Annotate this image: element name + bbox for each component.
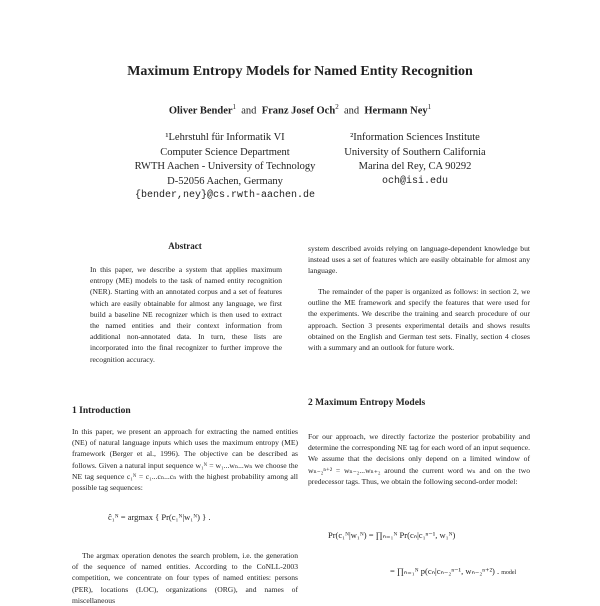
introduction-paragraph-1: In this paper, we present an approach for extracting the named entities (NE) of natural language inputs which uses the maximum entropy (ME) framework (Berger et al., 1996). The objective can be described as follows. Given a natural input sequence w₁ᴺ = w₁...wₙ...wₙ we choose the NE tag sequence c₁ᴺ = c₁...cₙ...cₙ with the highest probability among all possible tag sequences: <box>72 427 298 493</box>
and-2: and <box>343 105 360 117</box>
affiliation-right-line3: Marina del Rey, CA 90292 <box>358 161 472 172</box>
model-formula-label: model <box>501 570 517 576</box>
model-formula <box>390 566 516 577</box>
model-formula-body: = ∏ₙ₌₁ᴺ p(cₙ|cₙ₋₂ⁿ⁻¹, wₙ₋₂ⁿ⁺²) . <box>390 566 500 576</box>
author-line <box>0 103 600 117</box>
right-paragraph-2: The remainder of the paper is organized as follows: in section 2, we outline the ME framework and specify the features that were used for the experiments. We describe the training and search procedure of our approach. Section 3 presents experimental details and shows results obtained on the English and German test sets. Finally, section 4 closes with a summary and an outlook for future work. <box>308 287 530 353</box>
author-1: Oliver Bender <box>168 105 233 117</box>
affiliation-right-line1: ²Information Sciences Institute <box>350 132 480 143</box>
author-2: Franz Josef Och <box>261 105 336 117</box>
affiliation-right-line2: University of Southern California <box>344 146 486 158</box>
and-1: and <box>241 105 257 117</box>
author-1-affil: 1 <box>232 103 237 111</box>
affiliation-left-line2: Computer Science Department <box>160 146 290 158</box>
argmax-formula: ĉ₁ᴺ = argmax { Pr(c₁ᴺ|w₁ᴺ) } . <box>108 512 211 522</box>
right-paragraph-1: system described avoids relying on language-dependent knowledge but instead uses a set of features which are easily obtainable for almost any language. <box>308 244 530 276</box>
abstract-heading: Abstract <box>168 241 202 251</box>
affiliation-left <box>100 131 350 204</box>
affiliation-left-line3: RWTH Aachen - University of Technology <box>134 161 316 172</box>
affiliation-right <box>330 131 500 189</box>
affiliation-right-email: och@isi.edu <box>381 175 448 187</box>
posterior-formula: Pr(c₁ᴺ|w₁ᴺ) = ∏ₙ₌₁ᴺ Pr(cₙ|c₁ⁿ⁻¹, w₁ᴺ) <box>328 530 456 540</box>
author-3-affil: 1 <box>427 103 432 111</box>
maximum-entropy-paragraph: For our approach, we directly factorize the posterior probability and determine the corresponding NE tag for each word of an input sequence. We assume that the decisions only depend on a limited window of wₙ₋₂ⁿ⁺² = wₙ₋₂...wₙ₊₂ around the current word wₙ and on the two predecessor tags. Thus, we obtain the following second-order model: <box>308 432 530 486</box>
abstract-text: In this paper, we describe a system that applies maximum entropy (ME) models to the task of named entity recognition (NER). Starting with an annotated corpus and a set of features which are easily obtainable for almost any language, we first build a baseline NE recognizer which is then used to extract the named entities and their context information from additional non-annotated data. In turn, these lists are incorporated into the final recognizer to further improve the recognition accuracy. <box>90 265 282 364</box>
paper-title: Maximum Entropy Models for Named Entity Recognition <box>127 64 473 79</box>
author-3: Hermann Ney <box>364 105 428 117</box>
affiliation-left-email: {bender,ney}@cs.rwth-aachen.de <box>134 190 316 201</box>
introduction-heading: 1 Introduction <box>72 406 131 416</box>
maximum-entropy-heading: 2 Maximum Entropy Models <box>308 398 426 408</box>
affiliation-left-line4: D-52056 Aachen, Germany <box>167 175 283 187</box>
affiliation-left-line1: ¹Lehrstuhl für Informatik VI <box>165 132 285 143</box>
introduction-paragraph-2: The argmax operation denotes the search problem, i.e. the generation of the sequence of named entities. According to the CoNLL-2003 competition, we concentrate on four types of named entities: persons (PER), locations (LOC), organizations (ORG), and names of miscellaneous <box>72 551 298 605</box>
author-2-affil: 2 <box>335 103 339 111</box>
